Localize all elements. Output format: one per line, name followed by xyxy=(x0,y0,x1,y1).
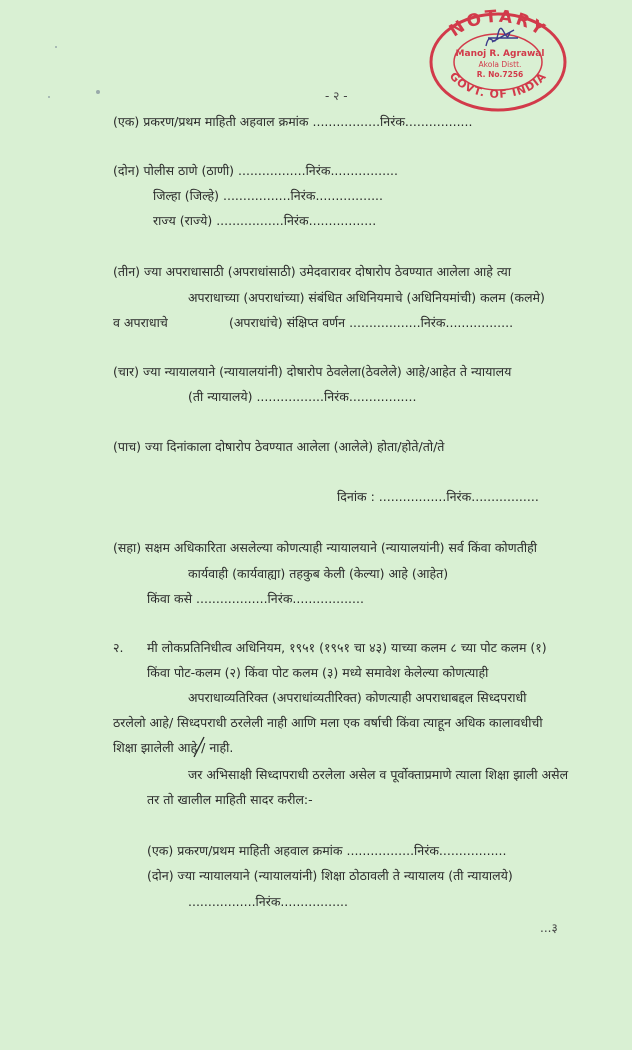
item-char-line2: (ती न्यायालये) .................निरंक................. xyxy=(188,389,417,404)
strike-mark xyxy=(190,735,210,759)
stamp-top-text: NOTARY xyxy=(445,8,551,42)
notary-stamp xyxy=(428,8,568,112)
item-don-police-station: (दोन) पोलीस ठाणे (ठाणी) .................निरंक................. xyxy=(113,163,399,178)
section2-item-ek: (एक) प्रकरण/प्रथम माहिती अहवाल क्रमांक .................निरंक................. xyxy=(147,843,507,858)
section2-line4: ठरलेलो आहे/ सिध्दपराधी ठरलेली नाही आणि मला एक वर्षाची किंवा त्याहून अधिक कालावधीची xyxy=(113,715,543,730)
page-number: - २ - xyxy=(325,89,348,103)
section2-line6: जर अभिसाक्षी सिध्दापराधी ठरलेला असेल व पूर्वोक्ताप्रमाणे त्याला शिक्षा झाली असेल xyxy=(188,767,569,782)
section2-line3: अपराधाव्यतिरिक्त (अपराधांव्यतीरिक्त) कोणत्याही अपराधाबद्दल सिध्दपराधी xyxy=(188,690,527,705)
item-don-state: राज्य (राज्ये) .................निरंक................. xyxy=(153,213,377,228)
section2-line1: मी लोकप्रतिनिधीत्व अधिनियम, १९५१ (१९५१ चा ४३) याच्या कलम ८ च्या पोट कलम (१) xyxy=(147,640,547,655)
scan-speck xyxy=(55,46,57,48)
item-teen-line3-label: व अपराधाचे xyxy=(113,315,168,330)
item-saha-line3: किंवा कसे ..................निरंक.................. xyxy=(147,591,364,606)
section2-line2: किंवा पोट-कलम (२) किंवा पोट कलम (३) मध्ये समावेश केलेल्या कोणत्याही xyxy=(147,665,489,680)
stamp-bottom-text: GOVT. OF INDIA xyxy=(446,69,550,101)
item-teen-line1: (तीन) ज्या अपराधासाठी (अपराधांसाठी) उमेदवारावर दोषारोप ठेवण्यात आलेला आहे त्या xyxy=(113,264,512,279)
scan-speck xyxy=(96,90,100,94)
section2-line5: शिक्षा झालेली आहे / नाही. xyxy=(113,740,234,755)
section2-item-don-line2: .................निरंक................. xyxy=(188,894,348,909)
next-page-marker: ...३ xyxy=(540,921,558,935)
section2-number: २. xyxy=(113,640,124,655)
item-char-line1: (चार) ज्या न्यायालयाने (न्यायालयांनी) दोषारोप ठेवलेला(ठेवलेले) आहे/आहेत ते न्यायालय xyxy=(113,364,512,379)
scan-speck xyxy=(48,96,50,98)
section2-item-don-line1: (दोन) ज्या न्यायालयाने (न्यायालयांनी) शिक्षा ठोठावली ते न्यायालय (ती न्यायालये) xyxy=(147,868,513,883)
stamp-reg-no: R. No.7256 xyxy=(476,70,524,79)
item-don-district: जिल्हा (जिल्हे) .................निरंक................. xyxy=(153,188,383,203)
signature-scribble xyxy=(486,28,518,46)
item-teen-line3-value: (अपराधांचे) संक्षिप्त वर्णन ..................निरंक................. xyxy=(229,315,514,330)
item-teen-line2: अपराधाच्या (अपराधांच्या) संबंधित अधिनियमाचे (अधिनियमांची) कलम (कलमे) xyxy=(188,290,545,305)
item-saha-line2: कार्यवाही (कार्यवाह्या) तहकुब केली (केल्या) आहे (आहेत) xyxy=(188,566,449,581)
item-pach-date: दिनांक : .................निरंक................. xyxy=(337,489,539,504)
item-ek-case-number: (एक) प्रकरण/प्रथम माहिती अहवाल क्रमांक .................निरंक................. xyxy=(113,114,473,129)
section2-line7: तर तो खालील माहिती सादर करील:- xyxy=(147,792,313,807)
stamp-district: Akola Distt. xyxy=(478,60,522,69)
stamp-name: Manoj R. Agrawal xyxy=(455,49,545,59)
item-saha-line1: (सहा) सक्षम अधिकारिता असलेल्या कोणत्याही न्यायालयाने (न्यायालयांनी) सर्व किंवा कोणतीही xyxy=(113,540,537,555)
item-pach: (पाच) ज्या दिनांकाला दोषारोप ठेवण्यात आलेला (आलेले) होता/होते/तो/ते xyxy=(113,439,445,454)
